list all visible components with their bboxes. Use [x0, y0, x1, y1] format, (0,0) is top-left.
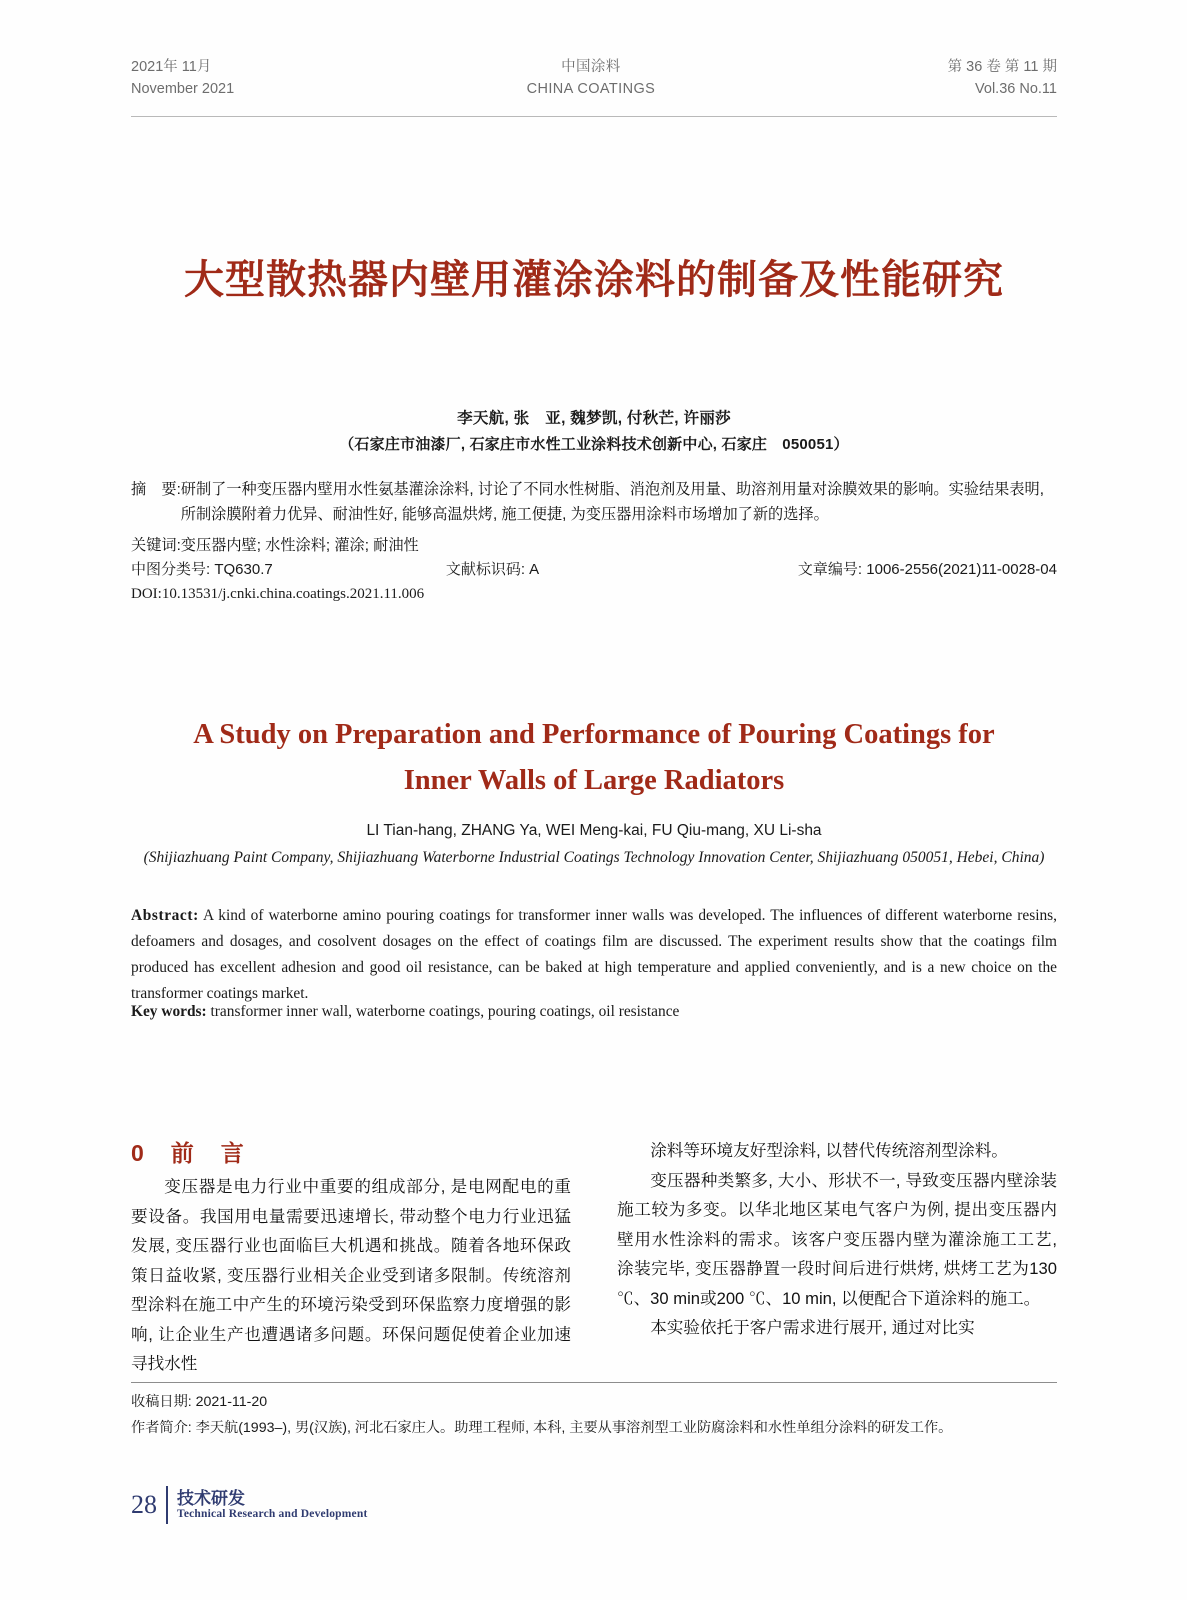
document-code-label: 文献标识码:: [445, 561, 525, 578]
volume-issue-cn: 第 36 卷 第 11 期: [947, 59, 1057, 75]
abstract-block-en: [131, 903, 1057, 1007]
clc-number: [131, 558, 446, 582]
abstract-block-cn: [131, 478, 1057, 559]
running-head-center: [527, 56, 656, 101]
abstract-label-cn: 摘 要:: [131, 481, 181, 498]
paragraph: 涂料等环境友好型涂料, 以替代传统溶剂型涂料。: [650, 1141, 1008, 1160]
abstract-text-cn: 研制了一种变压器内壁用水性氨基灌涂涂料, 讨论了不同水性树脂、消泡剂及用量、助溶剂用量对涂膜效果的影响。实验结果表明, 所制涂膜附着力优异、耐油性好, 能够高温烘烤, 施工便捷, 为变压器用涂料市场增加了新的选择。: [180, 481, 1044, 523]
footer-category-en: Technical Research and Development: [177, 1508, 368, 1521]
doi: DOI:10.13531/j.cnki.china.coatings.2021.11.006: [131, 586, 425, 602]
running-head-divider: [131, 116, 1057, 117]
article-number: [724, 558, 1057, 582]
issue-date-en: November 2021: [131, 81, 235, 98]
clc-value: TQ630.7: [214, 561, 273, 578]
article-number-value: 1006-2556(2021)11-0028-04: [866, 561, 1057, 578]
abstract-label-en: Abstract:: [131, 907, 199, 924]
received-date: 收稿日期: 2021-11-20: [131, 1394, 268, 1410]
abstract-row-cn: [131, 478, 1057, 527]
section-heading: 0 前 言: [131, 1140, 246, 1166]
running-head-right: [948, 56, 1057, 101]
document-code-value: A: [529, 561, 540, 578]
footer-rule: [166, 1486, 168, 1524]
clc-label: 中图分类号:: [131, 561, 211, 578]
footnote-block: [131, 1390, 1057, 1441]
affiliation-en: (Shijiazhuang Paint Company, Shijiazhuang Waterborne Industrial Coatings Technology Innovation Center, Shijiazhuang 050051, Hebei, China): [143, 849, 1045, 866]
body-column-left: [131, 1172, 571, 1379]
keywords-text-cn: 变压器内壁; 水性涂料; 灌涂; 耐油性: [180, 537, 419, 555]
page-title-cn: 大型散热器内壁用灌涂涂料的制备及性能研究: [184, 258, 1004, 302]
keywords-label-en: Key words:: [131, 1003, 207, 1020]
page-title-en: A Study on Preparation and Performance of Pouring Coatings for Inner Walls of Large Radiators: [193, 719, 995, 797]
paragraph: 变压器种类繁多, 大小、形状不一, 导致变压器内壁涂装施工较为多变。以华北地区某电气客户为例, 提出变压器内壁用水性涂料的需求。该客户变压器内壁为灌涂施工工艺, 涂装完毕, 变压器静置一段时间后进行烘烤, 烘烤工艺为130 ℃、30 min或200 ℃、10 min, 以便配合下道涂料的施工。: [617, 1170, 1057, 1308]
authors-cn: 李天航, 张 亚, 魏梦凯, 付秋芒, 许丽莎: [457, 410, 731, 427]
document-code: [446, 558, 724, 582]
page-footer: [131, 1486, 531, 1524]
journal-name-en: CHINA COATINGS: [526, 81, 656, 98]
journal-name-cn: 中国涂料: [561, 59, 621, 75]
body-column-right: [617, 1136, 1057, 1343]
paragraph: 变压器是电力行业中重要的组成部分, 是电网配电的重要设备。我国用电量需要迅速增长, 带动整个电力行业迅猛发展, 变压器行业也面临巨大机遇和挑战。随着各地环保政策日益收紧, 变压器行业相关企业受到诸多限制。传统溶剂型涂料在施工中产生的环境污染受到环保监察力度增强的影响, 让企业生产也遭遇诸多问题。环保问题促使着企业加速寻找水性: [131, 1177, 571, 1374]
footnote-divider: [131, 1382, 1057, 1383]
affiliation-cn: （石家庄市油漆厂, 石家庄市水性工业涂料技术创新中心, 石家庄 050051）: [339, 436, 849, 453]
abstract-text-en: A kind of waterborne amino pouring coatings for transformer inner walls was developed. The influences of different waterborne resins, defoamers and dosages, and cosolvent dosages on the effect of coatings film are discussed. The experiment results show that the coatings film produced has excellent adhesion and good oil resistance, can be baked at high temperature and applied conveniently, and is a new choice on the transformer coatings market.: [131, 907, 1057, 1002]
article-number-label: 文章编号:: [797, 561, 863, 578]
running-head-left: [131, 56, 234, 101]
keywords-text-en: transformer inner wall, waterborne coatings, pouring coatings, oil resistance: [210, 1003, 680, 1020]
abstract-paragraph-en: [131, 903, 1057, 1007]
running-head: [131, 56, 1057, 101]
authors-en: LI Tian-hang, ZHANG Ya, WEI Meng-kai, FU Qiu-mang, XU Li-sha: [366, 822, 822, 839]
keywords-label-cn: 关键词:: [131, 537, 181, 555]
footer-category-cn: 技术研发: [177, 1488, 245, 1508]
keywords-block-en: [131, 1000, 1057, 1025]
author-bio: 作者简介: 李天航(1993–), 男(汉族), 河北石家庄人。助理工程师, 本科, 主要从事溶剂型工业防腐涂料和水性单组分涂料的研发工作。: [131, 1419, 953, 1436]
volume-issue-en: Vol.36 No.11: [975, 81, 1057, 98]
paragraph: 本实验依托于客户需求进行展开, 通过对比实: [650, 1318, 975, 1338]
keywords-row-cn: [131, 534, 1057, 559]
issue-date-cn: 2021年 11月: [131, 59, 212, 75]
page-number: 28: [131, 1490, 157, 1519]
metadata-cn: [131, 558, 1057, 582]
